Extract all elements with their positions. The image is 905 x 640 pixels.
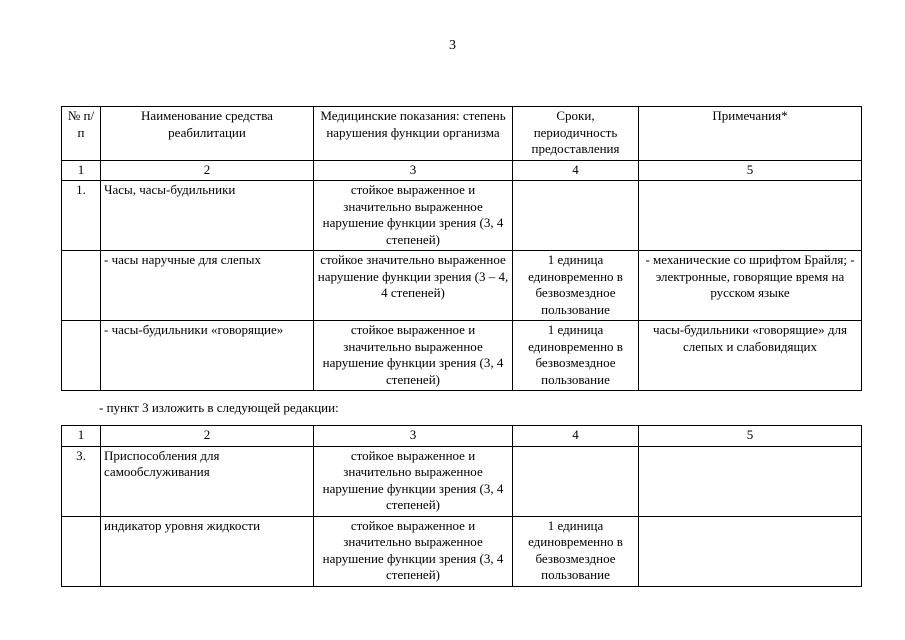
column-number-row: [62, 426, 862, 447]
item-notes: [639, 516, 862, 586]
item-notes: часы-будильники «говорящие» для слепых и слабовидящих: [639, 321, 862, 391]
item-name: - часы-будильники «говорящие»: [101, 321, 314, 391]
column-number: 5: [639, 426, 862, 447]
amendment-paragraph: - пункт 3 изложить в следующей редакции:: [99, 400, 339, 415]
header-cell-name: Наименование средства реабилитации: [101, 107, 314, 161]
item-notes: [639, 446, 862, 516]
column-number: 3: [314, 426, 513, 447]
item-terms: 1 единица единовременно в безвозмездное пользование: [513, 321, 639, 391]
row-number: [62, 251, 101, 321]
table-header-row: [62, 107, 862, 161]
column-number: 2: [101, 160, 314, 181]
header-cell-number: № п/п: [62, 107, 101, 161]
rehabilitation-table-2: [61, 425, 862, 587]
table-row: [62, 516, 862, 586]
item-indications: стойкое выраженное и значительно выраженное нарушение функции зрения (3, 4 степеней): [314, 446, 513, 516]
column-number: 1: [62, 160, 101, 181]
rehabilitation-table-1: [61, 106, 862, 391]
item-name: - часы наручные для слепых: [101, 251, 314, 321]
item-name: Часы, часы-будильники: [101, 181, 314, 251]
item-name: индикатор уровня жидкости: [101, 516, 314, 586]
column-number: 2: [101, 426, 314, 447]
row-number: [62, 321, 101, 391]
header-cell-indications: Медицинские показания: степень нарушения функции организма: [314, 107, 513, 161]
item-indications: стойкое значительно выраженное нарушение функции зрения (3 – 4, 4 степеней): [314, 251, 513, 321]
table-row: [62, 251, 862, 321]
item-indications: стойкое выраженное и значительно выраженное нарушение функции зрения (3, 4 степеней): [314, 321, 513, 391]
item-terms: [513, 181, 639, 251]
column-number: 4: [513, 160, 639, 181]
item-name: Приспособления для самообслуживания: [101, 446, 314, 516]
table-row: [62, 446, 862, 516]
row-number: [62, 516, 101, 586]
column-number: 4: [513, 426, 639, 447]
item-notes: [639, 181, 862, 251]
column-number: 3: [314, 160, 513, 181]
column-number: 5: [639, 160, 862, 181]
row-number: 1.: [62, 181, 101, 251]
page-number: 3: [449, 38, 456, 53]
item-terms: [513, 446, 639, 516]
item-notes: - механические со шрифтом Брайля; - электронные, говорящие время на русском языке: [639, 251, 862, 321]
table-row: [62, 181, 862, 251]
item-indications: стойкое выраженное и значительно выраженное нарушение функции зрения (3, 4 степеней): [314, 516, 513, 586]
row-number: 3.: [62, 446, 101, 516]
table-row: [62, 321, 862, 391]
item-terms: 1 единица единовременно в безвозмездное пользование: [513, 251, 639, 321]
item-terms: 1 единица единовременно в безвозмездное пользование: [513, 516, 639, 586]
column-number: 1: [62, 426, 101, 447]
item-indications: стойкое выраженное и значительно выраженное нарушение функции зрения (3, 4 степеней): [314, 181, 513, 251]
column-number-row: [62, 160, 862, 181]
header-cell-terms: Сроки, периодичность предоставления: [513, 107, 639, 161]
header-cell-notes: Примечания*: [639, 107, 862, 161]
